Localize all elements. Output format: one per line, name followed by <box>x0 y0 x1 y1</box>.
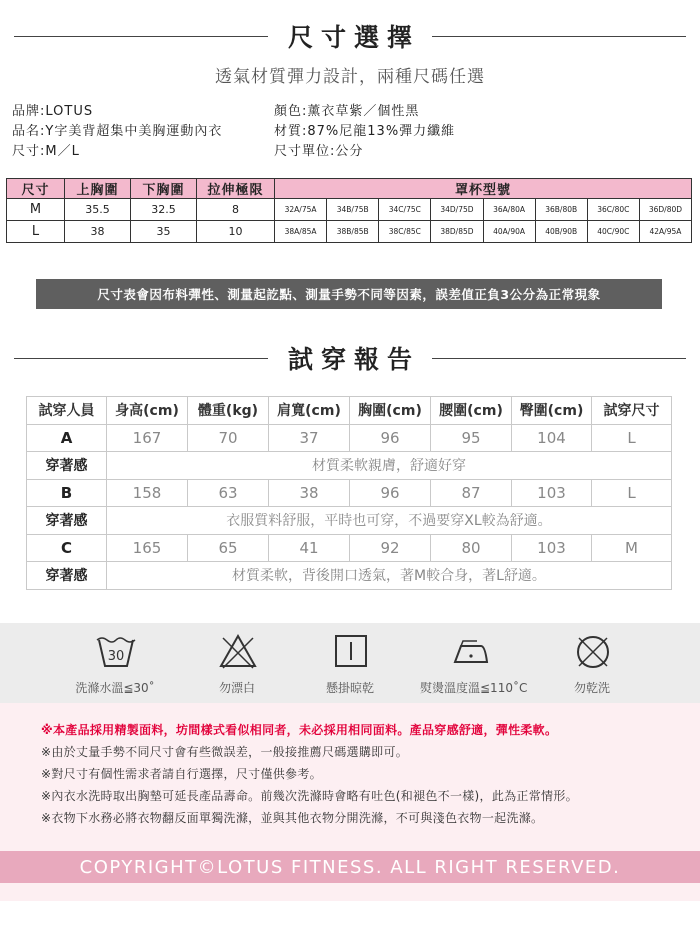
header-trial-size: 試穿尺寸 <box>592 397 672 425</box>
header-chest: 胸圍(cm) <box>350 397 431 425</box>
trial-size-cell: L <box>592 424 672 452</box>
waist-cell: 80 <box>431 534 512 562</box>
table-row <box>27 507 672 535</box>
note-size-reference: ※對尺寸有個性需求者請自行選擇，尺寸僅供參考。 <box>41 767 322 781</box>
specs-left <box>12 102 222 162</box>
trial-table <box>26 396 672 590</box>
size-section-subtitle: 透氣材質彈力設計，兩種尺碼任選 <box>215 67 485 87</box>
header-under-chest: 下胸圍 <box>131 179 197 199</box>
feel-label-cell: 穿著感 <box>27 562 107 590</box>
shoulder-cell: 38 <box>269 479 350 507</box>
cup-cell: 38B/85B <box>327 221 379 243</box>
hip-cell: 103 <box>512 534 592 562</box>
feel-cell: 材質柔軟，背後開口透氣，著M較合身，著L舒適。 <box>107 562 672 590</box>
iron-icon <box>451 632 491 672</box>
tester-cell: A <box>27 424 107 452</box>
feel-cell: 衣服質料舒服，平時也可穿，不過要穿XL較為舒適。 <box>107 507 672 535</box>
shoulder-cell: 41 <box>269 534 350 562</box>
copyright-bar: COPYRIGHT©LOTUS FITNESS. ALL RIGHT RESERVED. <box>0 851 700 883</box>
note-measurement: ※由於丈量手勢不同尺寸會有些微誤差，一般接推薦尺碼選購即可。 <box>41 745 409 759</box>
cup-cell: 36A/80A <box>483 199 535 221</box>
spec-name: 品名:Y字美背超集中美胸運動內衣 <box>12 124 223 139</box>
stretch-cell: 8 <box>197 199 275 221</box>
notes-section <box>0 703 700 851</box>
chest-cell: 96 <box>350 424 431 452</box>
hip-cell: 103 <box>512 479 592 507</box>
tester-cell: B <box>27 479 107 507</box>
size-cell: M <box>7 199 65 221</box>
header-upper-chest: 上胸圍 <box>65 179 131 199</box>
stretch-cell: 10 <box>197 221 275 243</box>
care-item-bleach <box>187 623 287 703</box>
cup-cell: 40A/90A <box>483 221 535 243</box>
feel-cell: 材質柔軟親膚，舒適好穿 <box>107 452 672 480</box>
divider-line <box>432 358 686 359</box>
header-tester: 試穿人員 <box>27 397 107 425</box>
header-waist: 腰圍(cm) <box>431 397 512 425</box>
cup-cell: 40C/90C <box>587 221 639 243</box>
table-row <box>7 199 692 221</box>
weight-cell: 65 <box>188 534 269 562</box>
care-item-hang-dry <box>300 623 400 703</box>
size-section-heading <box>0 18 700 54</box>
cup-cell: 36D/80D <box>639 199 691 221</box>
table-row <box>27 479 672 507</box>
cup-cell: 40B/90B <box>535 221 587 243</box>
trial-size-cell: L <box>592 479 672 507</box>
hang-dry-icon <box>331 632 371 672</box>
header-hip: 臀圍(cm) <box>512 397 592 425</box>
upper-chest-cell: 35.5 <box>65 199 131 221</box>
weight-cell: 70 <box>188 424 269 452</box>
tester-cell: C <box>27 534 107 562</box>
cup-cell: 38C/85C <box>379 221 431 243</box>
spec-size: 尺寸:M／L <box>12 144 80 159</box>
header-size: 尺寸 <box>7 179 65 199</box>
care-item-dry-clean <box>542 623 642 703</box>
specs-right <box>274 102 455 162</box>
header-height: 身高(cm) <box>107 397 188 425</box>
size-section-title: 尺寸選擇 <box>288 23 421 52</box>
divider-line <box>14 36 268 37</box>
care-label: 勿乾洗 <box>573 681 610 695</box>
cup-cell: 36C/80C <box>587 199 639 221</box>
table-row <box>27 452 672 480</box>
wash-30-icon <box>96 632 136 672</box>
spec-color: 顏色:薰衣草紫／個性黑 <box>274 104 420 119</box>
trial-table-header <box>27 397 672 425</box>
care-item-wash <box>65 623 165 703</box>
upper-chest-cell: 38 <box>65 221 131 243</box>
cup-cell: 34B/75B <box>327 199 379 221</box>
trial-section-heading <box>0 340 700 376</box>
cup-cell: 38A/85A <box>275 221 327 243</box>
spec-unit: 尺寸單位:公分 <box>274 144 364 159</box>
table-row <box>7 221 692 243</box>
care-label: 洗滌水溫≦30˚ <box>75 681 155 695</box>
note-washing-pads: ※內衣水洗時取出胸墊可延長產品壽命。前幾次洗滌時會略有吐色(和褪色不一樣)，此為正常情形。 <box>41 789 578 803</box>
spec-brand: 品牌:LOTUS <box>12 104 94 119</box>
care-item-iron <box>420 623 528 703</box>
trial-section-title: 試穿報告 <box>288 345 421 374</box>
bottom-white-strip <box>0 901 700 926</box>
size-table-header <box>7 179 692 199</box>
cup-cell: 32A/75A <box>275 199 327 221</box>
chest-cell: 92 <box>350 534 431 562</box>
header-shoulder: 肩寬(cm) <box>269 397 350 425</box>
height-cell: 158 <box>107 479 188 507</box>
shoulder-cell: 37 <box>269 424 350 452</box>
header-stretch-limit: 拉伸極限 <box>197 179 275 199</box>
waist-cell: 87 <box>431 479 512 507</box>
divider-line <box>14 358 268 359</box>
height-cell: 165 <box>107 534 188 562</box>
hip-cell: 104 <box>512 424 592 452</box>
note-fabric: ※本產品採用精製面料，坊間樣式看似相同者，未必採用相同面料。產品穿感舒適，彈性柔軟。 <box>41 723 558 737</box>
cup-cell: 34D/75D <box>431 199 483 221</box>
size-cell: L <box>7 221 65 243</box>
size-table <box>6 178 692 243</box>
measurement-notice: 尺寸表會因布料彈性、測量起訖點、測量手勢不同等因素，誤差值正負3公分為正常現象 <box>36 279 662 309</box>
care-instructions <box>0 623 700 703</box>
no-dryer-icon <box>573 632 613 672</box>
cup-cell: 42A/95A <box>639 221 691 243</box>
spec-material: 材質:87%尼龍13%彈力纖維 <box>274 124 456 139</box>
header-cup-sizes: 罩杯型號 <box>275 179 692 199</box>
feel-label-cell: 穿著感 <box>27 507 107 535</box>
divider-line <box>432 36 686 37</box>
bottom-band <box>0 883 700 926</box>
chest-cell: 96 <box>350 479 431 507</box>
weight-cell: 63 <box>188 479 269 507</box>
trial-size-cell: M <box>592 534 672 562</box>
cup-cell: 34C/75C <box>379 199 431 221</box>
care-label: 熨燙溫度溫≦110˚C <box>420 681 528 695</box>
table-row <box>27 424 672 452</box>
feel-label-cell: 穿著感 <box>27 452 107 480</box>
cup-cell: 36B/80B <box>535 199 587 221</box>
table-row <box>27 562 672 590</box>
header-weight: 體重(kg) <box>188 397 269 425</box>
note-washing-separate: ※衣物下水務必將衣物翻反面單獨洗滌，並與其他衣物分開洗滌，不可與淺色衣物一起洗滌。 <box>41 811 544 825</box>
care-label: 勿漂白 <box>218 681 255 695</box>
care-label: 懸掛晾乾 <box>325 681 374 695</box>
table-row <box>27 534 672 562</box>
no-bleach-icon <box>218 632 258 672</box>
cup-cell: 38D/85D <box>431 221 483 243</box>
under-chest-cell: 32.5 <box>131 199 197 221</box>
height-cell: 167 <box>107 424 188 452</box>
waist-cell: 95 <box>431 424 512 452</box>
wash-temp-mark: 30 <box>107 649 125 664</box>
under-chest-cell: 35 <box>131 221 197 243</box>
